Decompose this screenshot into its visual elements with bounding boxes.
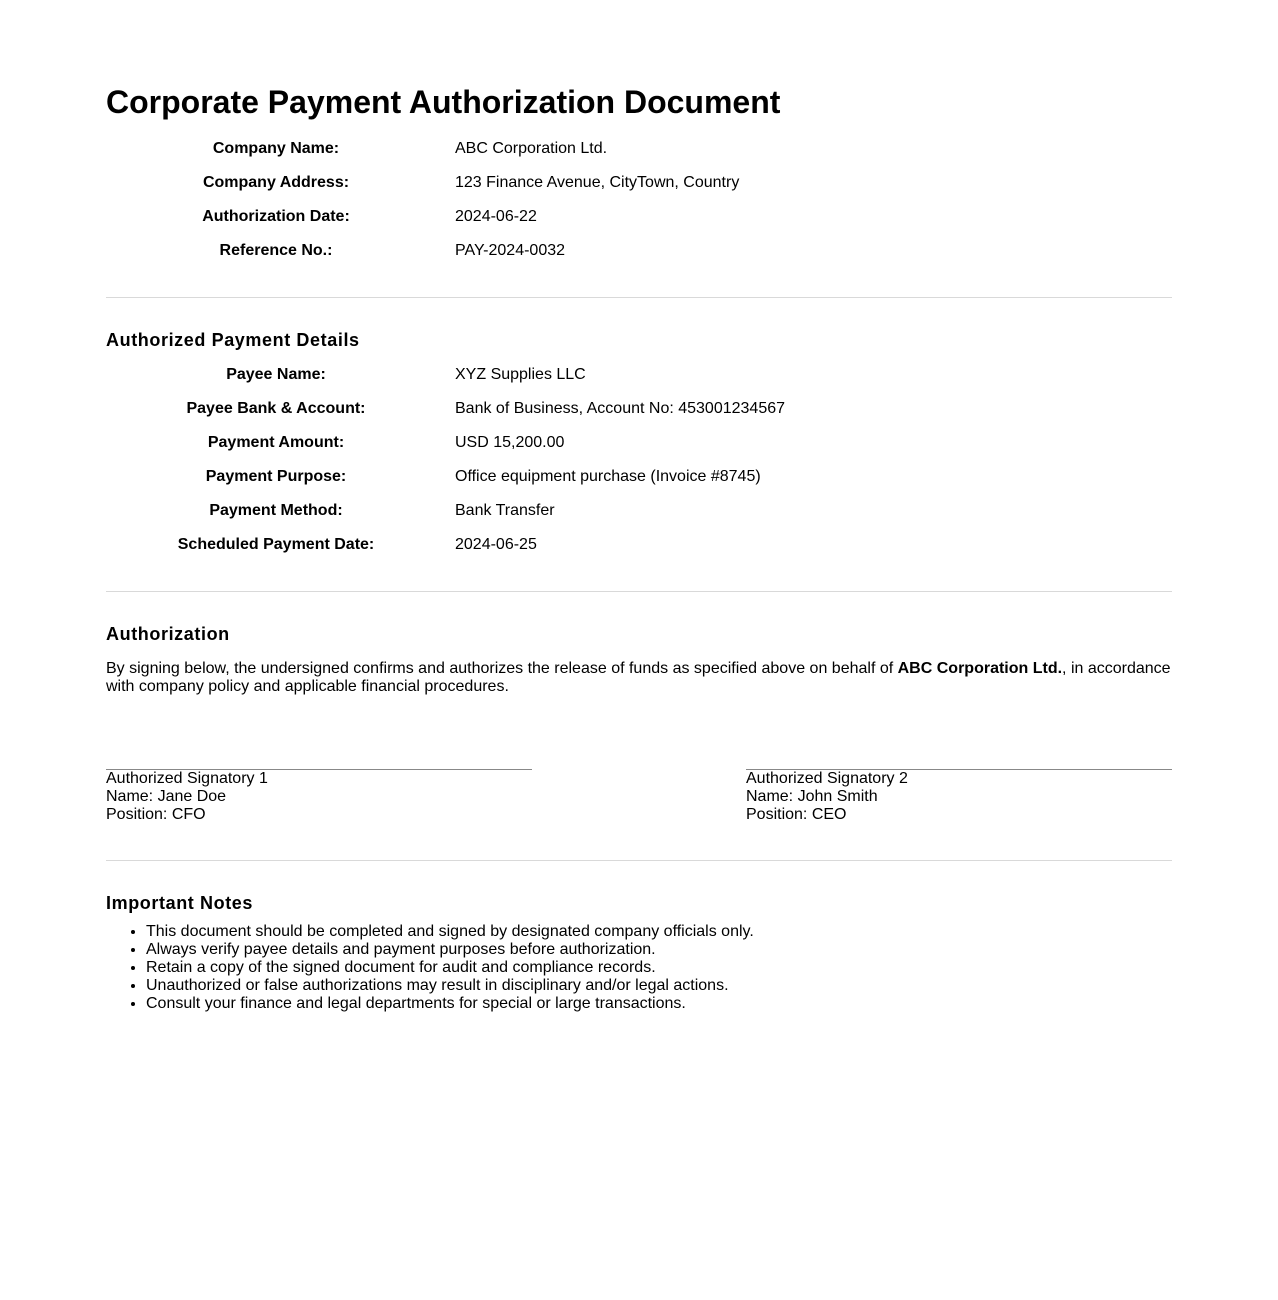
signatory-position: Position: CFO — [106, 806, 206, 823]
authorization-statement — [106, 660, 1172, 696]
table-row — [106, 528, 785, 562]
section-divider — [106, 297, 1172, 298]
document-title: Corporate Payment Authorization Document — [106, 84, 781, 120]
payment-details-heading: Authorized Payment Details — [106, 330, 360, 350]
payment-method-value: Bank Transfer — [455, 502, 555, 519]
authorization-company-name: ABC Corporation Ltd. — [897, 660, 1063, 677]
payment-amount-label: Payment Amount: — [207, 434, 345, 451]
authorization-text-end: , in accordance with company policy and applicable financial procedures. — [106, 660, 1171, 695]
company-address-label: Company Address: — [202, 174, 350, 191]
payment-purpose-label: Payment Purpose: — [205, 468, 347, 485]
important-notes-heading: Important Notes — [106, 893, 254, 913]
table-row — [106, 460, 785, 494]
section-divider — [106, 591, 1172, 592]
signatory-name: Name: Jane Doe — [106, 788, 227, 805]
company-name-value: ABC Corporation Ltd. — [455, 140, 608, 157]
list-item: • Retain a copy of the signed document for audit and compliance records. — [146, 959, 754, 977]
authorization-date-label: Authorization Date: — [202, 208, 350, 225]
scheduled-date-label: Scheduled Payment Date: — [177, 536, 375, 553]
payment-details-table — [106, 358, 785, 562]
authorization-heading: Authorization — [106, 624, 230, 644]
signature-block-2 — [746, 769, 1172, 824]
payee-name-value: XYZ Supplies LLC — [455, 366, 586, 383]
table-row — [106, 494, 785, 528]
table-row — [106, 358, 785, 392]
company-info-table — [106, 132, 739, 268]
company-address-value: 123 Finance Avenue, CityTown, Country — [455, 174, 740, 191]
table-row — [106, 426, 785, 460]
table-row — [106, 234, 739, 268]
payment-amount-value: USD 15,200.00 — [455, 434, 565, 451]
section-divider — [106, 860, 1172, 861]
signatory-position: Position: CEO — [746, 806, 847, 823]
list-item: • This document should be completed and signed by designated company officials only. — [146, 923, 754, 941]
signatory-title: Authorized Signatory 1 — [106, 770, 268, 787]
payee-name-label: Payee Name: — [226, 366, 326, 383]
payment-purpose-value: Office equipment purchase (Invoice #8745) — [455, 468, 761, 485]
reference-no-value: PAY-2024-0032 — [455, 242, 566, 259]
authorization-date-value: 2024-06-22 — [455, 208, 537, 225]
payee-bank-label: Payee Bank & Account: — [186, 400, 366, 417]
list-item: • Unauthorized or false authorizations may result in disciplinary and/or legal actions. — [146, 977, 754, 995]
table-row — [106, 132, 739, 166]
scheduled-date-value: 2024-06-25 — [455, 536, 537, 553]
reference-no-label: Reference No.: — [219, 242, 333, 259]
list-item: • Consult your finance and legal departments for special or large transactions. — [146, 995, 754, 1013]
list-item: • Always verify payee details and payment purposes before authorization. — [146, 941, 754, 959]
authorization-text-start: By signing below, the undersigned confirms and authorizes the release of funds as specified above on behalf of — [106, 660, 898, 677]
signatory-title: Authorized Signatory 2 — [746, 770, 908, 787]
company-name-label: Company Name: — [212, 140, 340, 157]
table-row — [106, 392, 785, 426]
payment-method-label: Payment Method: — [209, 502, 343, 519]
important-notes-list — [106, 923, 754, 1013]
table-row — [106, 166, 739, 200]
signature-block-1 — [106, 769, 532, 824]
signatory-name: Name: John Smith — [746, 788, 878, 805]
payee-bank-value: Bank of Business, Account No: 453001234567 — [455, 400, 786, 417]
table-row — [106, 200, 739, 234]
